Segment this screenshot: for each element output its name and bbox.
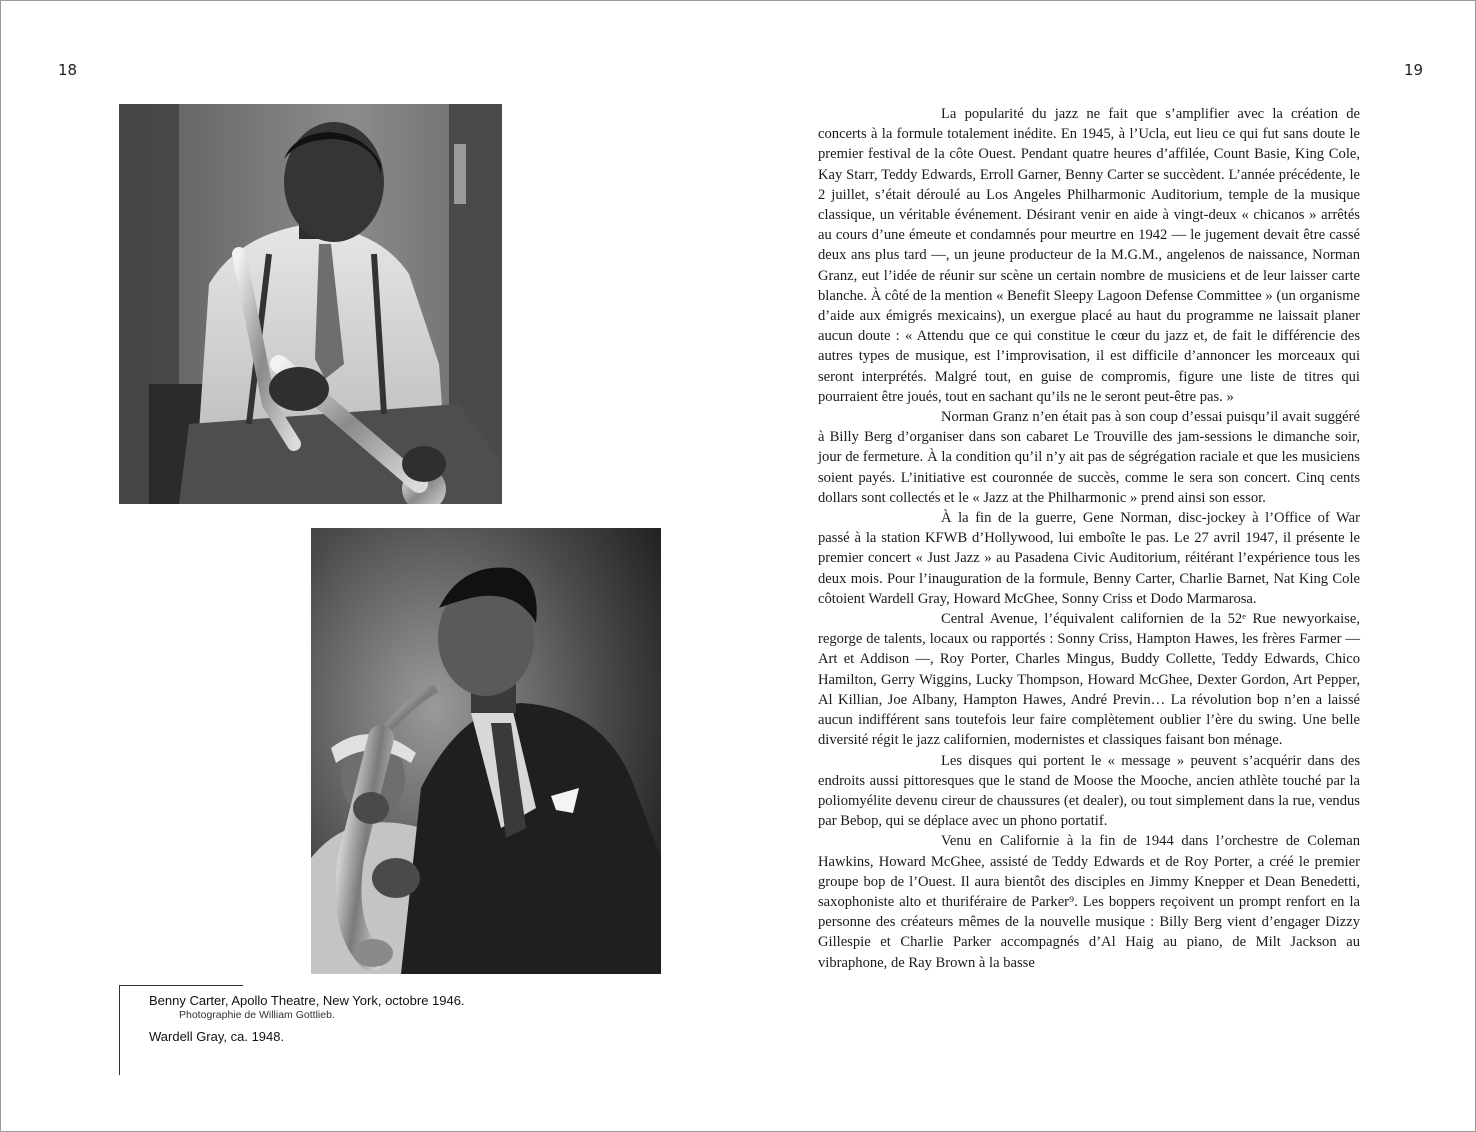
caption-benny-carter: Benny Carter, Apollo Theatre, New York, octobre 1946.	[149, 993, 465, 1008]
photo-benny-carter	[119, 104, 502, 504]
caption-wardell-gray: Wardell Gray, ca. 1948.	[149, 1029, 285, 1044]
page-number-right: 19	[1404, 61, 1424, 79]
caption-photo-credit: Photographie de William Gottlieb.	[179, 1009, 335, 1021]
body-text-column	[818, 104, 1360, 973]
paragraph: Les disques qui portent le « message » peuvent s’acquérir dans des endroits aussi pittoresques que le stand de Moose the Mooche, ancien athlète touché par la poliomyélite devenu cireur de chaussures (et dealer), ou tout simplement dans la rue, vendus par Bebop, qui se déplace avec un phono portatif.	[818, 752, 1360, 830]
paragraph: Venu en Californie à la fin de 1944 dans l’orchestre de Coleman Hawkins, Howard McGhee, assisté de Teddy Edwards et de Roy Porter, a créé le premier groupe bop de l’Ouest. Il aura bientôt des disciples en Jimmy Knepper et Dean Benedetti, saxophoniste alto et thuriféraire de Parker⁹. Les boppers reçoivent un prompt renfort en la personne des créateurs mêmes de la nouvelle musique : Billy Berg vient d’engager Dizzy Gillespie et Charlie Parker accompagnés d’Al Haig au piano, de Milt Jackson au vibraphone, de Ray Brown à la basse	[818, 833, 1360, 971]
paragraph: La popularité du jazz ne fait que s’amplifier avec la création de concerts à la formule totalement inédite. En 1945, à l’Ucla, eut lieu ce qui fut sans doute le premier festival de la côte Ouest. Pendant quatre heures d’affilée, Count Basie, King Cole, Kay Starr, Teddy Edwards, Erroll Garner, Benny Carter se succèdent. L’année précédente, le 2 juillet, s’était déroulé au Los Angeles Philharmonic Auditorium, temple de la musique classique, un véritable événement. Désirant venir en aide à vingt-deux « chicanos » arrêtés au cours d’une émeute et condamnés pour meurtre en 1942 — le jugement devait être cassé deux ans plus tard —, un jeune producteur de la M.G.M., angelenos de naissance, Norman Granz, eut l’idée de réunir sur scène un certain nombre de musiciens et de leur laisser carte blanche. À côté de la mention « Benefit Sleepy Lagoon Defense Committee » (un organisme d’aide aux émigrés mexicains), un exergue placé au haut du programme ne laissait planer aucun doute : « Attendu que ce qui constitue le cœur du jazz et, de fait le différencie des autres types de musique, est l’improvisation, il est difficile d’annoncer les morceaux qui seront interprétés. Malgré tout, en guise de compromis, figure une liste de titres qui pourraient être joués, tout en sachant qu’ils ne le seront peut-être pas. »	[818, 106, 1360, 405]
page-number-left: 18	[58, 61, 78, 79]
caption-rule-vertical	[119, 985, 120, 1075]
paragraph: Central Avenue, l’équivalent californien de la 52ᵉ Rue newyorkaise, regorge de talents, locaux ou rapportés : Sonny Criss, Hampton Hawes, les frères Farmer — Art et Addison —, Roy Porter, Charles Mingus, Buddy Collette, Teddy Edwards, Chico Hamilton, Gerry Wiggins, Lucky Thompson, Howard McGhee, Dexter Gordon, Art Pepper, Al Killian, Joe Albany, Hampton Hawes, André Previn… La révolution bop n’en a laissé aucun indifférent sans toutefois leur faire complètement oublier l’ère du swing. Une belle diversité régit le jazz californien, modernistes et classiques faisant bon ménage.	[818, 611, 1360, 749]
paragraph: À la fin de la guerre, Gene Norman, disc-jockey à l’Office of War passé à la station KFWB d’Hollywood, lui emboîte le pas. Le 27 avril 1947, il présente le premier concert « Just Jazz » au Pasadena Civic Auditorium, réitérant l’expérience tous les deux mois. Pour l’inauguration de la formule, Benny Carter, Charlie Barnet, Nat King Cole côtoient Wardell Gray, Howard McGhee, Sonny Criss et Dodo Marmarosa.	[818, 510, 1360, 607]
paragraph: Norman Granz n’en était pas à son coup d’essai puisqu’il avait suggéré à Billy Berg d’organiser dans son cabaret Le Trouville des jam-sessions le dimanche soir, jour de fermeture. À la condition qu’il n’y ait pas de ségrégation raciale et que les musiciens soient payés. L’initiative est couronnée de succès, comme le sera son concert. Cinq cents dollars sont collectés et le « Jazz at the Philharmonic » prend ainsi son essor.	[818, 409, 1360, 506]
caption-rule-horizontal	[119, 985, 243, 986]
photo-wardell-gray	[311, 528, 661, 974]
